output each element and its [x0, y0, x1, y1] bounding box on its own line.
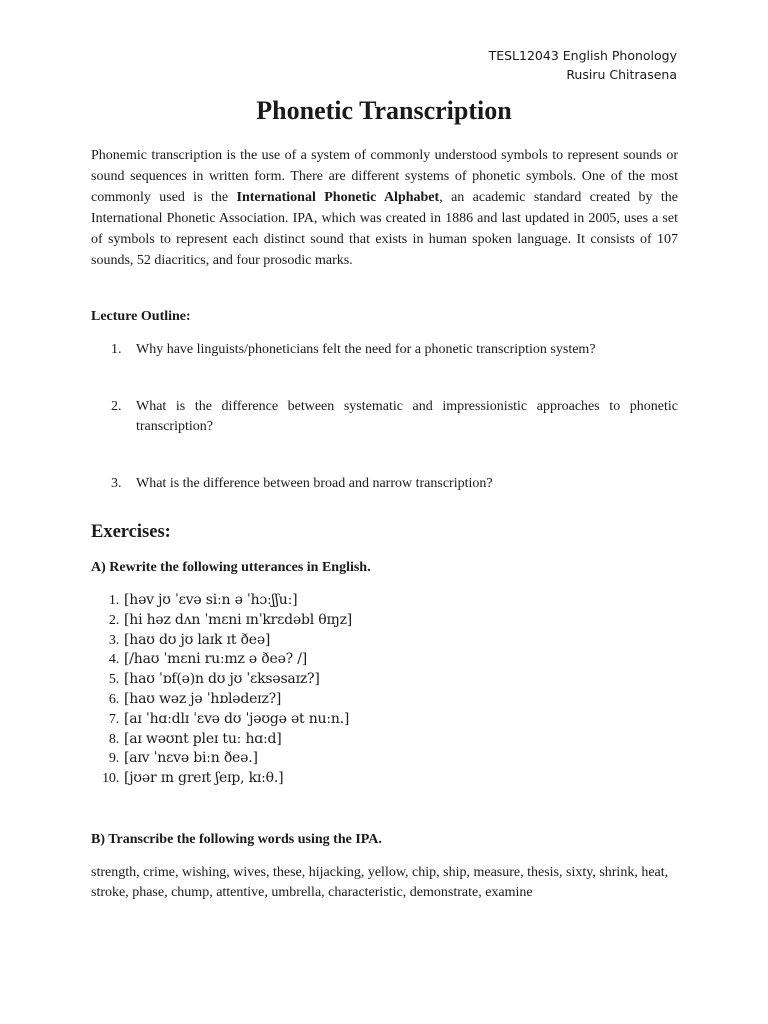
outline-item-text: What is the difference between systematic and impressionistic approaches to phonetic transcription? — [136, 399, 678, 434]
outline-item — [91, 397, 678, 437]
exercises-heading: Exercises: — [91, 522, 171, 542]
utterance-text: [həv jʊ ˈɛvə siːn ə ˈhɔːʃʃuː] — [124, 592, 298, 608]
utterance-number: 6. — [108, 691, 119, 707]
utterance-item — [91, 769, 352, 789]
outline-item-text: Why have linguists/phoneticians felt the need for a phonetic transcription system? — [136, 342, 596, 357]
lecture-outline-list — [91, 340, 678, 494]
utterance-text: [haʊ dʊ jʊ laɪk ɪt ðeə] — [124, 631, 271, 648]
utterance-item — [91, 749, 352, 769]
outline-item-number: 3. — [111, 476, 122, 491]
utterance-number: 8. — [108, 731, 119, 747]
outline-item — [91, 474, 678, 494]
lecture-outline-heading: Lecture Outline: — [91, 309, 191, 324]
utterance-item — [91, 631, 352, 651]
section-a-heading: A) Rewrite the following utterances in English. — [91, 560, 371, 575]
author-name: Rusiru Chitrasena — [566, 67, 677, 82]
document-header — [489, 46, 677, 84]
utterance-number: 10. — [102, 771, 119, 787]
outline-item-number: 2. — [111, 399, 122, 414]
utterance-number: 9. — [108, 751, 119, 767]
utterance-item — [91, 710, 352, 730]
utterance-item — [91, 650, 352, 670]
utterance-number: 4. — [108, 652, 119, 668]
intro-bold-term: International Phonetic Alphabet — [236, 190, 440, 205]
utterance-text: [jʊər ɪn greɪt ʃeɪp, kɪːθ.] — [124, 770, 284, 787]
utterance-number: 7. — [108, 711, 119, 727]
utterance-text: [haʊ wəz jə ˈhɒlədeɪz?] — [124, 690, 282, 707]
intro-text-2: , an academic standard created by the International Phonetic Association. IPA, which was created in 1886 and last updated in 2005, uses a set of symbols to represent each distinct sound that exists in human spoken language. It consists of 107 sounds, 52 diacritics, and four prosodic marks. — [91, 190, 678, 268]
utterance-number: 5. — [108, 672, 119, 688]
utterance-number: 1. — [108, 593, 119, 608]
utterance-number: 2. — [108, 612, 119, 628]
word-list: strength, crime, wishing, wives, these, hijacking, yellow, chip, ship, measure, thesis, sixty, shrink, heat, stroke, phase, chump, attentive, umbrella, characteristic, demonstrate, examine — [91, 865, 669, 900]
utterance-item — [91, 690, 352, 710]
outline-item — [91, 340, 678, 360]
utterance-text: [aɪ ˈhɑːdlɪ ˈɛvə dʊ ˈjəʊgə ət nuːn.] — [124, 710, 350, 727]
intro-paragraph — [91, 145, 678, 271]
course-code: TESL12043 English Phonology — [488, 48, 677, 63]
outline-item-number: 1. — [111, 342, 122, 357]
utterance-item — [91, 670, 352, 690]
utterance-text: [/haʊ ˈmɛni ruːmz ə ðeə? /] — [124, 651, 307, 668]
utterance-text: [aɪv ˈnɛvə biːn ðeə.] — [124, 750, 258, 767]
intro-text-1: Phonemic transcription is the use of a system of commonly understood symbols to represent sounds or sound sequences in written form. There are different systems of phonetic symbols. One of the most commonly used is the — [91, 148, 678, 205]
utterance-number: 3. — [108, 632, 119, 648]
utterance-item — [91, 591, 352, 611]
utterance-text: [hi həz dʌn ˈmɛni ɪnˈkrɛdəbl θɪŋz] — [124, 611, 353, 628]
utterance-text: [aɪ wəʊnt pleɪ tuː hɑːd] — [124, 730, 282, 747]
utterance-item — [91, 730, 352, 750]
outline-item-text: What is the difference between broad and narrow transcription? — [136, 476, 493, 491]
utterance-text: [haʊ ˈɒf(ə)n dʊ jʊ ˈɛksəsaɪz?] — [124, 671, 320, 688]
utterance-item — [91, 611, 352, 631]
section-b-heading: B) Transcribe the following words using the IPA. — [91, 832, 382, 847]
page-title: Phonetic Transcription — [256, 96, 512, 125]
utterance-list — [91, 591, 352, 789]
